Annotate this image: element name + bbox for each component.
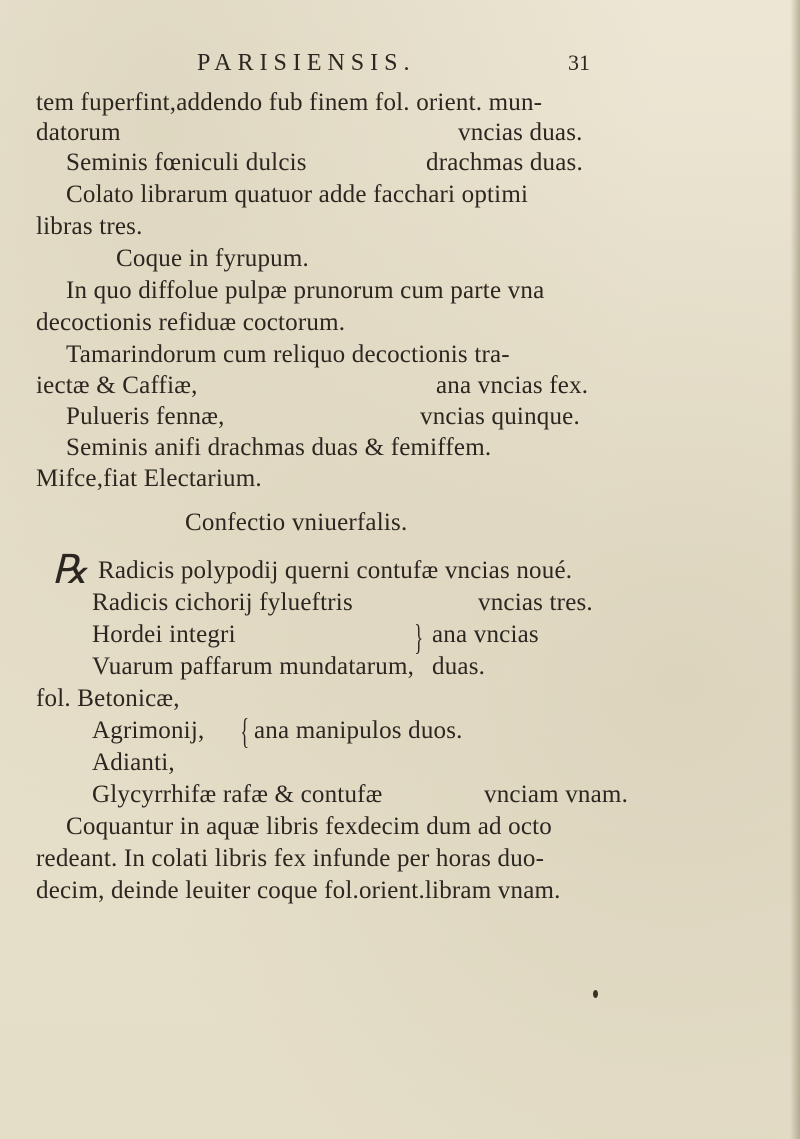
- text-line: Tamarindorum cum reliquo decoctionis tra-: [66, 341, 510, 368]
- text-line-quantity: ana vncias: [432, 621, 539, 648]
- text-line: Seminis anifi drachmas duas & femiffem.: [66, 434, 492, 461]
- running-head-title: PARISIENSIS.: [197, 50, 416, 76]
- section-heading: Confectio vniuerfalis.: [185, 509, 408, 536]
- text-line-quantity: ana manipulos duos.: [254, 717, 463, 744]
- recipe-symbol-icon: ℞: [52, 547, 88, 592]
- text-line: Glycyrrhifæ rafæ & contufæ: [92, 781, 383, 808]
- text-line-quantity: duas.: [432, 653, 486, 680]
- ink-spot: [593, 990, 598, 998]
- text-line: tem fuperfint,addendo fub finem fol. orient. mun-: [36, 89, 543, 116]
- brace-close-icon: }: [414, 617, 423, 657]
- text-line: Hordei integri: [92, 621, 236, 648]
- text-line: Adianti,: [92, 749, 175, 776]
- text-line: Mifce,fiat Electarium.: [36, 465, 262, 492]
- text-line: Coque in fyrupum.: [116, 245, 309, 272]
- text-line-quantity: vncias tres.: [478, 589, 593, 616]
- text-line: datorum: [36, 119, 121, 146]
- page-number: 31: [568, 50, 590, 75]
- text-line: Pulueris fennæ,: [66, 403, 225, 430]
- text-line: In quo diffolue pulpæ prunorum cum parte vna: [66, 277, 545, 304]
- text-line: Coquantur in aquæ libris fexdecim dum ad octo: [66, 813, 552, 840]
- text-line: fol. Betonicæ,: [36, 685, 180, 712]
- text-line: decim, deinde leuiter coque fol.orient.libram vnam.: [36, 877, 561, 904]
- text-line-quantity: vncias quinque.: [420, 403, 580, 430]
- text-line: libras tres.: [36, 213, 143, 240]
- text-line-quantity: vncias duas.: [458, 119, 583, 146]
- text-line: Seminis fœniculi dulcis: [66, 149, 307, 176]
- text-line: decoctionis refiduæ coctorum.: [36, 309, 346, 336]
- text-line: redeant. In colati libris fex infunde per horas duo-: [36, 845, 545, 872]
- text-line: Agrimonij,: [92, 717, 205, 744]
- text-line: Radicis polypodij querni contufæ vncias noué.: [98, 557, 573, 584]
- text-line-quantity: vnciam vnam.: [484, 781, 629, 808]
- text-line: Colato librarum quatuor adde facchari optimi: [66, 181, 529, 208]
- page-edge-shadow: [790, 0, 800, 1139]
- text-line: Radicis cichorij fylueftris: [92, 589, 353, 616]
- text-line-quantity: ana vncias fex.: [436, 372, 589, 399]
- text-line: iectæ & Caffiæ,: [36, 372, 198, 399]
- text-line: Vuarum paffarum mundatarum,: [92, 653, 415, 680]
- text-line-quantity: drachmas duas.: [426, 149, 583, 176]
- brace-open-icon: {: [240, 711, 249, 751]
